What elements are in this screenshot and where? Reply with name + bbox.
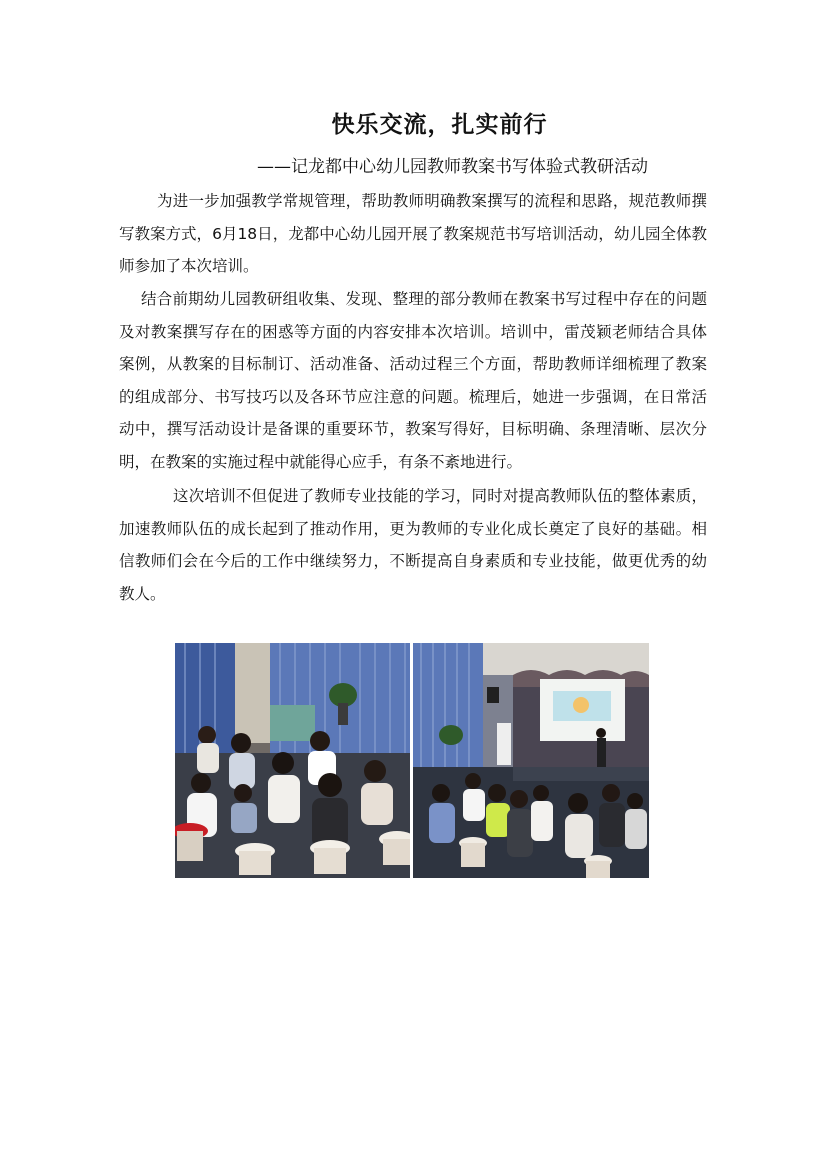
photo-training-presentation-hall-icon bbox=[413, 643, 649, 878]
photo-teachers-group-discussion-icon bbox=[175, 643, 410, 878]
paragraph-conclusion: 这次培训不但促进了教师专业技能的学习，同时对提高教师队伍的整体素质，加速教师队伍的成长起到了推动作用，更为教师的专业化成长奠定了良好的基础。相信教师们会在今后的工作中继续努力，不断提高自身素质和专业技能，做更优秀的幼教人。 bbox=[119, 487, 707, 603]
photo-gallery bbox=[175, 643, 649, 878]
paragraph-intro: 为进一步加强教学常规管理，帮助教师明确教案撰写的流程和思路，规范教师撰写教案方式，6月18日，龙都中心幼儿园开展了教案规范书写培训活动，幼儿园全体教师参加了本次培训。 bbox=[119, 192, 707, 276]
group-discussion-photo bbox=[175, 643, 410, 878]
training-presentation-photo bbox=[413, 643, 649, 878]
page-subtitle: ——记龙都中心幼儿园教师教案书写体验式教研活动 bbox=[257, 157, 648, 177]
paragraph-training: 结合前期幼儿园教研组收集、发现、整理的部分教师在教案书写过程中存在的问题及对教案撰写存在的困惑等方面的内容安排本次培训。培训中，雷茂颖老师结合具体案例，从教案的目标制订、活动准备、活动过程三个方面，帮助教师详细梳理了教案的组成部分、书写技巧以及各环节应注意的问题。梳理后，她进一步强调，在日常活动中，撰写活动设计是备课的重要环节，教案写得好，目标明确、条理清晰、层次分明，在教案的实施过程中就能得心应手，有条不紊地进行。 bbox=[119, 290, 707, 471]
page-title: 快乐交流，扎实前行 bbox=[331, 111, 548, 138]
